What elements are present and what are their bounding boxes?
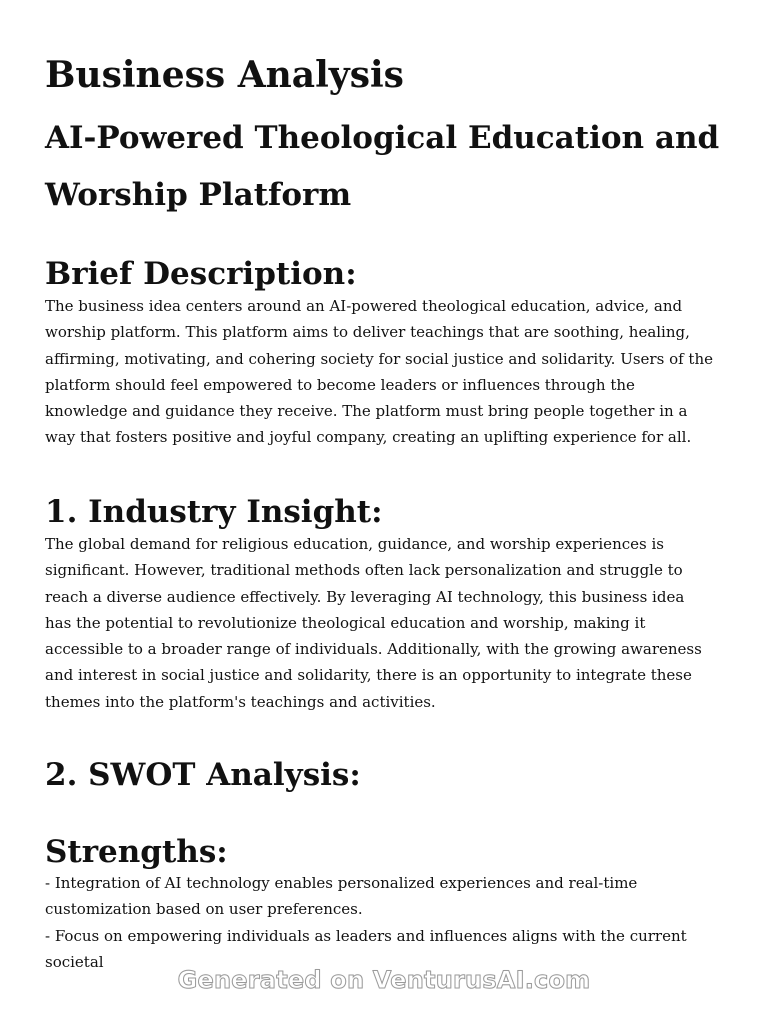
- swot-analysis-heading: 2. SWOT Analysis:: [45, 757, 361, 793]
- strengths-heading: Strengths:: [45, 834, 228, 870]
- generated-footer-watermark: Generated on VenturusAI.com: [177, 966, 591, 994]
- brief-description-text: The business idea centers around an AI-powered theological education, advice, and worship platform. This platform aims to deliver teachings that are soothing, healing, affirming, motivating, and cohering society for social justice and solidarity. Users of the platform should feel empowered to become leaders or influences through the knowledge and guidance they receive. The platform must bring people together in a way that fosters positive and joyful company, creating an uplifting experience for all.: [45, 297, 713, 447]
- strength-item: - Focus on empowering individuals as leaders and influences aligns with the current societal: [45, 927, 687, 972]
- brief-description-heading: Brief Description:: [45, 256, 357, 292]
- strength-item: - Integration of AI technology enables personalized experiences and real-time customization based on user preferences.: [45, 874, 638, 919]
- document-subtitle: AI-Powered Theological Education and Worship Platform: [45, 120, 720, 213]
- document-title: Business Analysis: [45, 54, 404, 96]
- industry-insight-heading: 1. Industry Insight:: [45, 494, 383, 530]
- industry-insight-text: The global demand for religious education, guidance, and worship experiences is significant. However, traditional methods often lack personalization and struggle to reach a diverse audience effectively. By leveraging AI technology, this business idea has the potential to revolutionize theological education and worship, making it accessible to a broader range of individuals. Additionally, with the growing awareness and interest in social justice and solidarity, there is an opportunity to integrate these themes into the platform's teachings and activities.: [45, 535, 702, 711]
